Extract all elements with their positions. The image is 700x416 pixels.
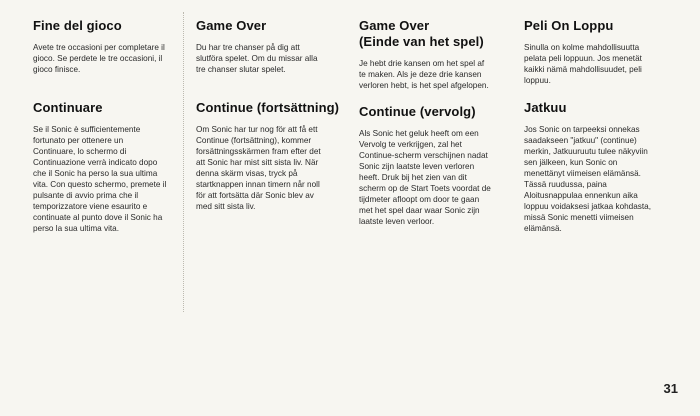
- section-game-over-swedish: [196, 18, 358, 75]
- heading-continue-swedish: Continue (fortsättning): [196, 100, 340, 115]
- heading-game-over-swedish: Game Over: [196, 18, 267, 33]
- section-continue-finnish: [524, 100, 670, 234]
- paragraph-game-over-dutch: Je hebt drie kansen om het spel af te maken. Als je deze drie kansen verloren hebt, is het spel afgelopen.: [359, 59, 489, 90]
- heading-game-over-italian: Fine del gioco: [33, 18, 122, 33]
- paragraph-game-over-italian: Avete tre occasioni per completare il gioco. Se perdete le tre occasioni, il gioco finisce.: [33, 43, 165, 74]
- section-game-over-dutch: [359, 18, 511, 91]
- heading-game-over-dutch: [359, 18, 511, 50]
- paragraph-continue-italian: Se il Sonic è sufficientemente fortunato per ottenere un Continuare, lo schermo di Continuazione verrà indicato dopo che il Sonic ha perso la sua ultima vita. Con questo schermo, premete il pulsante di avvio prima che il temporizzatore viene esaurito e continuate al punto dove il Sonic ha perso la sua ultima vita.: [33, 125, 167, 233]
- heading-continue-finnish: Jatkuu: [524, 100, 567, 115]
- section-continue-dutch: [359, 104, 511, 227]
- section-continue-italian: [33, 100, 193, 234]
- heading-game-over-dutch-line2: (Einde van het spel): [359, 34, 484, 49]
- paragraph-game-over-swedish: Du har tre chanser på dig att slutföra spelet. Om du missar alla tre chanser slutar spelet.: [196, 43, 318, 74]
- page-number: 31: [663, 381, 678, 396]
- paragraph-continue-dutch: Als Sonic het geluk heeft om een Vervolg te verkrijgen, zal het Continue-scherm verschijnen nadat Sonic zijn laatste leven verloren heeft. Druk bij het zien van dit scherm op de Start Toets voordat de tijdmeter afloopt om door te gaan met het spel daar waar Sonic zijn laatste leven verloor.: [359, 129, 491, 226]
- paragraph-game-over-finnish: Sinulla on kolme mahdollisuutta pelata peli loppuun. Jos menetät kaikki nämä mahdollisuudet, peli loppuu.: [524, 43, 642, 85]
- paragraph-continue-swedish: Om Sonic har tur nog för att få ett Continue (fortsättning), kommer forsättningsskärmen fram efter det att Sonic har mist sitt sista liv. När denna skärm visas, tryck på startknappen innan timern når noll för att fortsätta där Sonic blev av med sitt sista liv.: [196, 125, 321, 211]
- section-continue-swedish: [196, 100, 358, 212]
- heading-continue-italian: Continuare: [33, 100, 103, 115]
- heading-game-over-dutch-line1: Game Over: [359, 18, 430, 33]
- heading-continue-dutch: Continue (vervolg): [359, 104, 476, 119]
- paragraph-continue-finnish: Jos Sonic on tarpeeksi onnekas saadakseen "jatkuu" (continue) merkin, Jatkuuruutu tulee näkyviin sen jälkeen, kun Sonic on menettänyt viimeisen elämänsä. Tässä ruudussa, paina Aloitusnappulaa ennenkun aika loppuu voidaksesi jatkaa kohdasta, missä Sonic menetti viimeisen elämänsä.: [524, 125, 651, 233]
- section-game-over-italian: [33, 18, 193, 75]
- section-game-over-finnish: [524, 18, 670, 86]
- heading-game-over-finnish: Peli On Loppu: [524, 18, 614, 33]
